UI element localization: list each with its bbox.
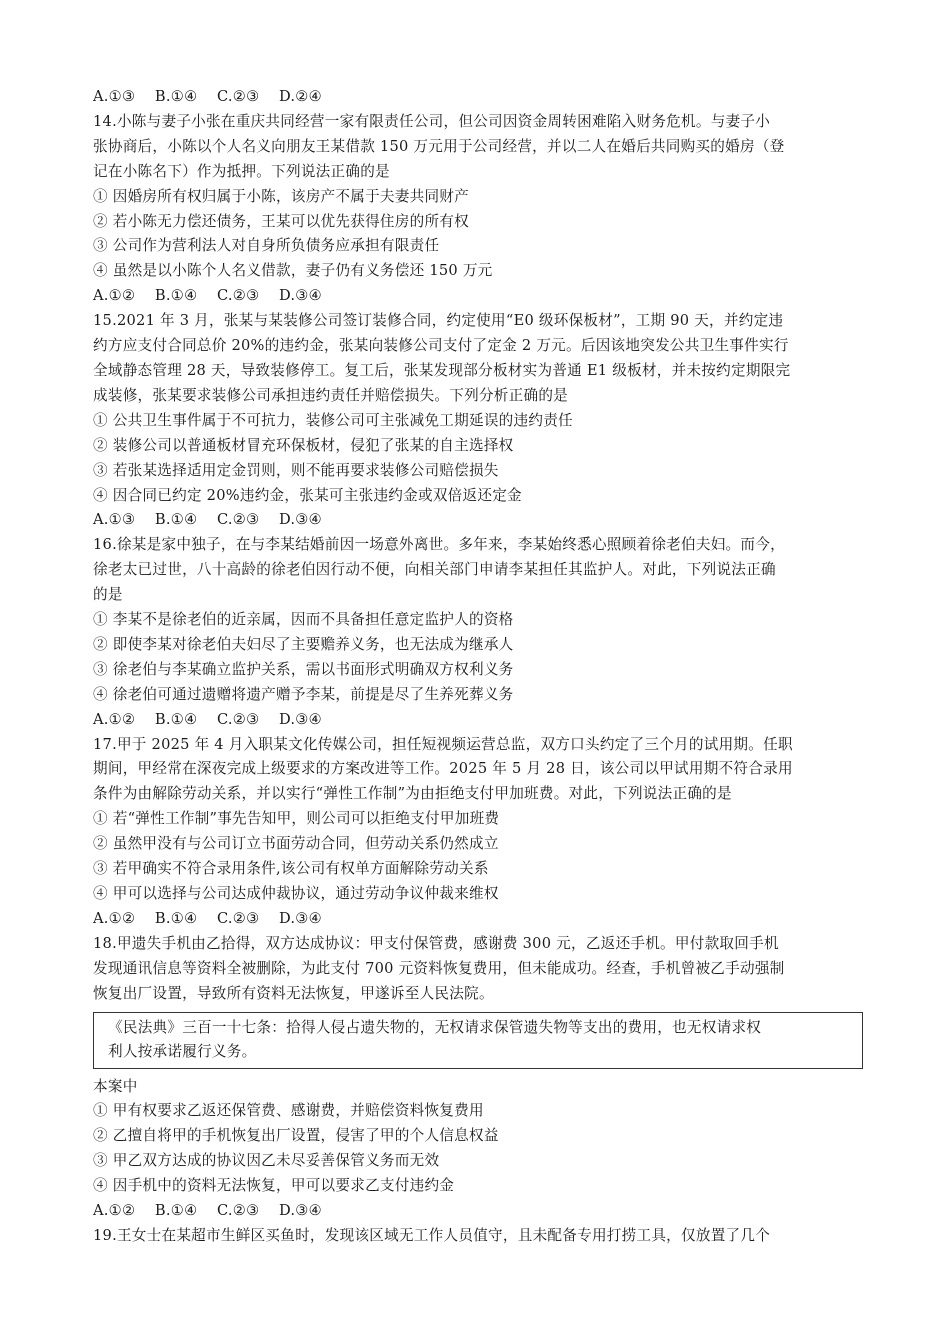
question-14 [93, 110, 863, 309]
question-stem-line: 14.小陈与妻子小张在重庆共同经营一家有限责任公司，但公司因资金周转困难陷入财务危机。与妻子小 [93, 112, 771, 130]
law-citation-line: 《民法典》三百一十七条：拾得人侵占遗失物的，无权请求保管遗失物等支出的费用，也无权请求权 [108, 1018, 762, 1036]
question-stem-line: 期间，甲经常在深夜完成上级要求的方案改进等工作。2025 年 5 月 28 日，该公司以甲试用期不符合录用 [93, 760, 793, 778]
statement-item: ④ 因手机中的资料无法恢复，甲可以要求乙支付违约金 [93, 1177, 455, 1195]
answer-options: A.①② B.①④ C.②③ D.③④ [93, 909, 322, 927]
statement-item: ② 若小陈无力偿还债务，王某可以优先获得住房的所有权 [93, 212, 469, 230]
statement-item: ③ 公司作为营利法人对自身所负债务应承担有限责任 [93, 237, 440, 255]
answer-options: A.①③ B.①④ C.②③ D.②④ [93, 88, 322, 105]
question-16 [93, 533, 863, 732]
question-stem-line: 16.徐某是家中独子，在与李某结婚前因一场意外离世。多年来，李某始终悉心照顾着徐老伯夫妇。而今， [93, 536, 785, 554]
question-stem-line: 徐老太已过世，八十高龄的徐老伯因行动不便，向相关部门申请李某担任其监护人。对此，下列说法正确 [93, 561, 776, 579]
law-citation-line: 利人按承诺履行义务。 [108, 1042, 257, 1060]
answer-options: A.①② B.①④ C.②③ D.③④ [93, 710, 322, 728]
statement-item: ① 若“弹性工作制”事先告知甲，则公司可以拒绝支付甲加班费 [93, 810, 500, 828]
statement-item: ④ 甲可以选择与公司达成仲裁协议，通过劳动争议仲裁来维权 [93, 885, 499, 902]
statement-item: ④ 因合同已约定 20%违约金，张某可主张违约金或双倍返还定金 [93, 486, 522, 504]
statement-item: ④ 虽然是以小陈个人名义借款，妻子仍有义务偿还 150 万元 [93, 262, 493, 280]
question-stem-line: 18.甲遗失手机由乙拾得，双方达成协议：甲支付保管费，感谢费 300 元，乙返还手机。甲付款取回手机 [93, 934, 779, 952]
answer-options: A.①② B.①④ C.②③ D.③④ [93, 1202, 322, 1220]
question-stem-line: 约方应支付合同总价 20%的违约金，张某向装修公司支付了定金 2 万元。后因该地突发公共卫生事件实行 [93, 337, 789, 355]
question-lead: 本案中 [93, 1077, 138, 1095]
question-15 [93, 309, 863, 533]
statement-item: ② 乙擅自将甲的手机恢复出厂设置，侵害了甲的个人信息权益 [93, 1127, 499, 1145]
statement-item: ③ 甲乙双方达成的协议因乙未尽妥善保管义务而无效 [93, 1152, 440, 1170]
statement-item: ① 公共卫生事件属于不可抗力，装修公司可主张减免工期延误的违约责任 [93, 411, 573, 429]
question-stem-line: 19.王女士在某超市生鲜区买鱼时，发现该区域无工作人员值守，且未配备专用打捞工具，仅放置了几个 [93, 1226, 771, 1244]
question-stem-line: 发现通讯信息等资料全被删除，为此支付 700 元资料恢复费用，但未能成功。经查，手机曾被乙手动强制 [93, 959, 785, 977]
statement-item: ① 甲有权要求乙返还保管费、感谢费，并赔偿资料恢复费用 [93, 1102, 484, 1120]
statement-item: ② 即使李某对徐老伯夫妇尽了主要赡养义务，也无法成为继承人 [93, 635, 514, 653]
question-19 [93, 1224, 863, 1249]
answer-options: A.①③ B.①④ C.②③ D.③④ [93, 511, 322, 529]
question-stem-line: 全域静态管理 28 天，导致装修停工。复工后，张某发现部分板材实为普通 E1 级板材，并未按约定期限完 [93, 361, 791, 379]
question-stem-line: 17.甲于 2025 年 4 月入职某文化传媒公司，担任短视频运营总监，双方口头约定了三个月的试用期。任职 [93, 735, 793, 753]
statement-item: ④ 徐老伯可通过遗赠将遗产赠予李某，前提是尽了生养死葬义务 [93, 685, 514, 703]
statement-item: ③ 若张某选择适用定金罚则，则不能再要求装修公司赔偿损失 [93, 461, 499, 479]
statement-item: ③ 若甲确实不符合录用条件,该公司有权单方面解除劳动关系 [93, 860, 489, 878]
question-stem-line: 记在小陈名下）作为抵押。下列说法正确的是 [93, 162, 390, 180]
question-stem-line: 恢复出厂设置，导致所有资料无法恢复，甲遂诉至人民法院。 [93, 984, 494, 1002]
exam-page [93, 85, 863, 1249]
statement-item: ① 李某不是徐老伯的近亲属，因而不具备担任意定监护人的资格 [93, 611, 514, 629]
statement-item: ① 因婚房所有权归属于小陈，该房产不属于夫妻共同财产 [93, 187, 469, 205]
question-18 [93, 932, 863, 1224]
question-17 [93, 733, 863, 932]
statement-item: ② 装修公司以普通板材冒充环保板材，侵犯了张某的自主选择权 [93, 436, 514, 454]
law-citation-box [93, 1012, 863, 1069]
question-stem-line: 15.2021 年 3 月，张某与某装修公司签订装修合同，约定使用“E0 级环保板材”，工期 90 天，并约定违 [93, 312, 784, 330]
question-stem-line: 张协商后，小陈以个人名义向朋友王某借款 150 万元用于公司经营，并以二人在婚后共同购买的婚房（登 [93, 137, 785, 155]
answer-options: A.①② B.①④ C.②③ D.③④ [93, 287, 322, 305]
statement-item: ② 虽然甲没有与公司订立书面劳动合同，但劳动关系仍然成立 [93, 835, 499, 853]
question-stem-line: 的是 [93, 586, 123, 604]
question-stem-line: 条件为由解除劳动关系，并以实行“弹性工作制”为由拒绝支付甲加班费。对此，下列说法正确的是 [93, 785, 732, 803]
question-stem-line: 成装修，张某要求装修公司承担违约责任并赔偿损失。下列分析正确的是 [93, 386, 569, 404]
statement-item: ③ 徐老伯与李某确立监护关系，需以书面形式明确双方权利义务 [93, 660, 514, 678]
